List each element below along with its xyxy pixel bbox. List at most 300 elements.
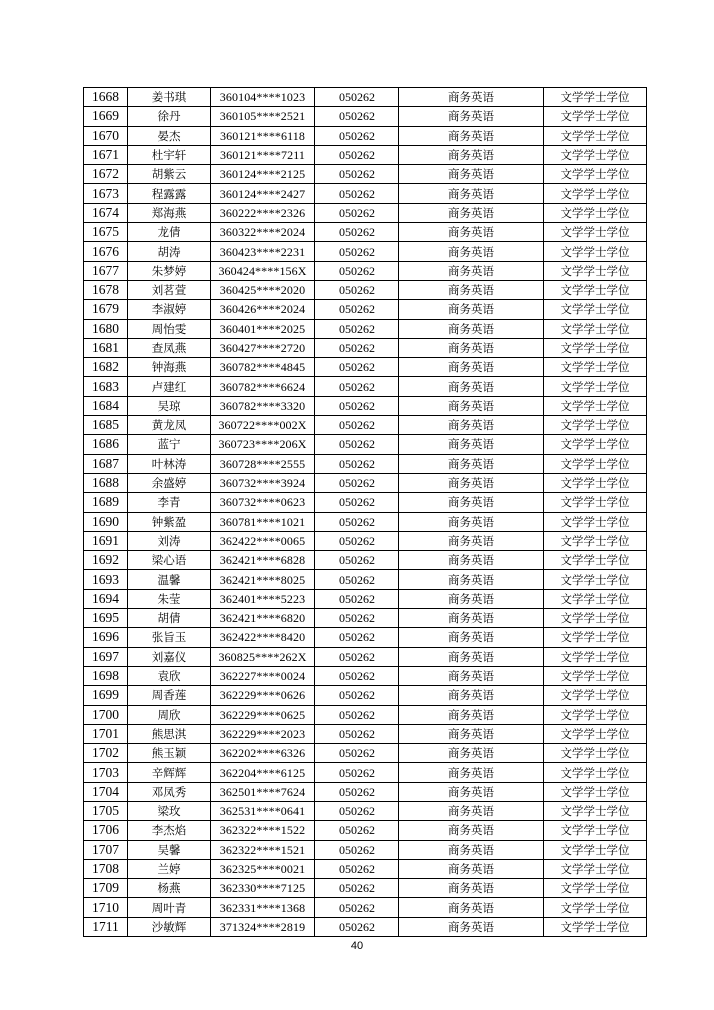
id-number-cell: 360121****7211	[211, 145, 315, 164]
serial-number-cell: 1691	[84, 531, 128, 550]
major-name-cell: 商务英语	[399, 300, 544, 319]
id-number-cell: 360423****2231	[211, 242, 315, 261]
degree-cell: 文学学士学位	[544, 705, 647, 724]
serial-number-cell: 1671	[84, 145, 128, 164]
serial-number-cell: 1703	[84, 763, 128, 782]
major-code-cell: 050262	[315, 821, 399, 840]
table-row	[84, 570, 647, 589]
major-code-cell: 050262	[315, 782, 399, 801]
degree-cell: 文学学士学位	[544, 628, 647, 647]
id-number-cell: 360732****3924	[211, 473, 315, 492]
major-name-cell: 商务英语	[399, 223, 544, 242]
major-code-cell: 050262	[315, 223, 399, 242]
serial-number-cell: 1701	[84, 724, 128, 743]
table-row	[84, 300, 647, 319]
table-row	[84, 801, 647, 820]
name-cell: 杨燕	[128, 879, 211, 898]
table-row	[84, 531, 647, 550]
id-number-cell: 360782****4845	[211, 358, 315, 377]
major-code-cell: 050262	[315, 705, 399, 724]
major-code-cell: 050262	[315, 203, 399, 222]
name-cell: 张旨玉	[128, 628, 211, 647]
major-code-cell: 050262	[315, 493, 399, 512]
degree-cell: 文学学士学位	[544, 821, 647, 840]
degree-cell: 文学学士学位	[544, 724, 647, 743]
major-name-cell: 商务英语	[399, 859, 544, 878]
id-number-cell: 362229****0626	[211, 686, 315, 705]
name-cell: 熊玉颖	[128, 744, 211, 763]
id-number-cell: 360322****2024	[211, 223, 315, 242]
id-number-cell: 362322****1522	[211, 821, 315, 840]
degree-cell: 文学学士学位	[544, 88, 647, 107]
degree-cell: 文学学士学位	[544, 416, 647, 435]
major-code-cell: 050262	[315, 859, 399, 878]
degree-cell: 文学学士学位	[544, 203, 647, 222]
id-number-cell: 360782****6624	[211, 377, 315, 396]
name-cell: 熊思淇	[128, 724, 211, 743]
degree-cell: 文学学士学位	[544, 377, 647, 396]
major-name-cell: 商务英语	[399, 589, 544, 608]
major-code-cell: 050262	[315, 724, 399, 743]
name-cell: 卢建红	[128, 377, 211, 396]
major-code-cell: 050262	[315, 454, 399, 473]
id-number-cell: 362322****1521	[211, 840, 315, 859]
name-cell: 周怡雯	[128, 319, 211, 338]
major-name-cell: 商务英语	[399, 242, 544, 261]
table-row	[84, 686, 647, 705]
table-row	[84, 435, 647, 454]
major-code-cell: 050262	[315, 300, 399, 319]
id-number-cell: 360105****2521	[211, 107, 315, 126]
serial-number-cell: 1693	[84, 570, 128, 589]
degree-cell: 文学学士学位	[544, 686, 647, 705]
serial-number-cell: 1677	[84, 261, 128, 280]
name-cell: 刘嘉仪	[128, 647, 211, 666]
id-number-cell: 360121****6118	[211, 126, 315, 145]
major-code-cell: 050262	[315, 686, 399, 705]
major-code-cell: 050262	[315, 628, 399, 647]
id-number-cell: 362422****8420	[211, 628, 315, 647]
major-code-cell: 050262	[315, 126, 399, 145]
table-row	[84, 358, 647, 377]
id-number-cell: 362229****2023	[211, 724, 315, 743]
serial-number-cell: 1702	[84, 744, 128, 763]
name-cell: 梁心语	[128, 551, 211, 570]
major-name-cell: 商务英语	[399, 107, 544, 126]
serial-number-cell: 1700	[84, 705, 128, 724]
name-cell: 李杰焰	[128, 821, 211, 840]
major-code-cell: 050262	[315, 609, 399, 628]
table-row	[84, 782, 647, 801]
name-cell: 叶林涛	[128, 454, 211, 473]
table-row	[84, 165, 647, 184]
name-cell: 徐丹	[128, 107, 211, 126]
table-row	[84, 493, 647, 512]
table-row	[84, 917, 647, 936]
serial-number-cell: 1697	[84, 647, 128, 666]
degree-cell: 文学学士学位	[544, 801, 647, 820]
major-name-cell: 商务英语	[399, 917, 544, 936]
serial-number-cell: 1675	[84, 223, 128, 242]
major-name-cell: 商务英语	[399, 879, 544, 898]
major-code-cell: 050262	[315, 88, 399, 107]
major-code-cell: 050262	[315, 763, 399, 782]
degree-table	[83, 87, 647, 937]
table-row	[84, 879, 647, 898]
table-row	[84, 319, 647, 338]
degree-cell: 文学学士学位	[544, 647, 647, 666]
serial-number-cell: 1681	[84, 338, 128, 357]
serial-number-cell: 1670	[84, 126, 128, 145]
degree-cell: 文学学士学位	[544, 454, 647, 473]
id-number-cell: 362501****7624	[211, 782, 315, 801]
id-number-cell: 362401****5223	[211, 589, 315, 608]
degree-cell: 文学学士学位	[544, 242, 647, 261]
table-row	[84, 338, 647, 357]
table-row	[84, 821, 647, 840]
serial-number-cell: 1707	[84, 840, 128, 859]
major-name-cell: 商务英语	[399, 261, 544, 280]
degree-cell: 文学学士学位	[544, 917, 647, 936]
id-number-cell: 360425****2020	[211, 280, 315, 299]
major-name-cell: 商务英语	[399, 319, 544, 338]
page-number: 40	[350, 940, 364, 952]
name-cell: 周叶青	[128, 898, 211, 917]
major-name-cell: 商务英语	[399, 705, 544, 724]
serial-number-cell: 1709	[84, 879, 128, 898]
table-row	[84, 551, 647, 570]
id-number-cell: 360124****2125	[211, 165, 315, 184]
name-cell: 钟海燕	[128, 358, 211, 377]
name-cell: 温馨	[128, 570, 211, 589]
id-number-cell: 371324****2819	[211, 917, 315, 936]
degree-cell: 文学学士学位	[544, 609, 647, 628]
table-row	[84, 724, 647, 743]
id-number-cell: 360424****156X	[211, 261, 315, 280]
name-cell: 刘涛	[128, 531, 211, 550]
major-code-cell: 050262	[315, 898, 399, 917]
major-name-cell: 商务英语	[399, 531, 544, 550]
serial-number-cell: 1686	[84, 435, 128, 454]
table-row	[84, 840, 647, 859]
major-code-cell: 050262	[315, 647, 399, 666]
serial-number-cell: 1708	[84, 859, 128, 878]
degree-list-sheet	[83, 87, 647, 937]
major-code-cell: 050262	[315, 165, 399, 184]
serial-number-cell: 1683	[84, 377, 128, 396]
name-cell: 钟紫盈	[128, 512, 211, 531]
id-number-cell: 360722****002X	[211, 416, 315, 435]
serial-number-cell: 1705	[84, 801, 128, 820]
major-code-cell: 050262	[315, 377, 399, 396]
name-cell: 吴琼	[128, 396, 211, 415]
serial-number-cell: 1688	[84, 473, 128, 492]
id-number-cell: 362325****0021	[211, 859, 315, 878]
major-name-cell: 商务英语	[399, 454, 544, 473]
id-number-cell: 362422****0065	[211, 531, 315, 550]
table-row	[84, 666, 647, 685]
major-code-cell: 050262	[315, 435, 399, 454]
serial-number-cell: 1692	[84, 551, 128, 570]
major-name-cell: 商务英语	[399, 435, 544, 454]
degree-cell: 文学学士学位	[544, 261, 647, 280]
degree-cell: 文学学士学位	[544, 184, 647, 203]
table-row	[84, 377, 647, 396]
table-row	[84, 184, 647, 203]
major-name-cell: 商务英语	[399, 396, 544, 415]
name-cell: 杜宇轩	[128, 145, 211, 164]
major-name-cell: 商务英语	[399, 377, 544, 396]
degree-cell: 文学学士学位	[544, 223, 647, 242]
serial-number-cell: 1696	[84, 628, 128, 647]
table-row	[84, 145, 647, 164]
serial-number-cell: 1669	[84, 107, 128, 126]
major-name-cell: 商务英语	[399, 821, 544, 840]
table-row	[84, 473, 647, 492]
id-number-cell: 362202****6326	[211, 744, 315, 763]
serial-number-cell: 1680	[84, 319, 128, 338]
name-cell: 龙倩	[128, 223, 211, 242]
table-row	[84, 512, 647, 531]
name-cell: 周欣	[128, 705, 211, 724]
id-number-cell: 362531****0641	[211, 801, 315, 820]
major-name-cell: 商务英语	[399, 840, 544, 859]
major-code-cell: 050262	[315, 879, 399, 898]
serial-number-cell: 1673	[84, 184, 128, 203]
id-number-cell: 362421****6820	[211, 609, 315, 628]
major-name-cell: 商务英语	[399, 184, 544, 203]
id-number-cell: 362421****8025	[211, 570, 315, 589]
table-row	[84, 454, 647, 473]
table-row	[84, 609, 647, 628]
serial-number-cell: 1699	[84, 686, 128, 705]
major-name-cell: 商务英语	[399, 358, 544, 377]
major-code-cell: 050262	[315, 801, 399, 820]
degree-cell: 文学学士学位	[544, 879, 647, 898]
degree-cell: 文学学士学位	[544, 666, 647, 685]
id-number-cell: 360104****1023	[211, 88, 315, 107]
degree-cell: 文学学士学位	[544, 840, 647, 859]
major-name-cell: 商务英语	[399, 763, 544, 782]
serial-number-cell: 1689	[84, 493, 128, 512]
degree-cell: 文学学士学位	[544, 512, 647, 531]
major-code-cell: 050262	[315, 917, 399, 936]
major-code-cell: 050262	[315, 512, 399, 531]
degree-cell: 文学学士学位	[544, 763, 647, 782]
id-number-cell: 362204****6125	[211, 763, 315, 782]
major-name-cell: 商务英语	[399, 165, 544, 184]
major-code-cell: 050262	[315, 338, 399, 357]
table-row	[84, 242, 647, 261]
table-row	[84, 744, 647, 763]
major-name-cell: 商务英语	[399, 744, 544, 763]
major-code-cell: 050262	[315, 242, 399, 261]
name-cell: 邓凤秀	[128, 782, 211, 801]
major-name-cell: 商务英语	[399, 724, 544, 743]
table-row	[84, 705, 647, 724]
table-row	[84, 396, 647, 415]
serial-number-cell: 1698	[84, 666, 128, 685]
name-cell: 晏杰	[128, 126, 211, 145]
degree-cell: 文学学士学位	[544, 473, 647, 492]
id-number-cell: 362229****0625	[211, 705, 315, 724]
degree-cell: 文学学士学位	[544, 126, 647, 145]
name-cell: 袁欣	[128, 666, 211, 685]
name-cell: 胡紫云	[128, 165, 211, 184]
table-row	[84, 261, 647, 280]
table-row	[84, 763, 647, 782]
table-row	[84, 88, 647, 107]
id-number-cell: 362421****6828	[211, 551, 315, 570]
major-code-cell: 050262	[315, 319, 399, 338]
degree-cell: 文学学士学位	[544, 300, 647, 319]
serial-number-cell: 1711	[84, 917, 128, 936]
id-number-cell: 360426****2024	[211, 300, 315, 319]
name-cell: 刘茗萱	[128, 280, 211, 299]
degree-table-body	[84, 88, 647, 937]
major-code-cell: 050262	[315, 840, 399, 859]
table-row	[84, 416, 647, 435]
name-cell: 余盛婷	[128, 473, 211, 492]
name-cell: 吴馨	[128, 840, 211, 859]
id-number-cell: 362331****1368	[211, 898, 315, 917]
major-name-cell: 商务英语	[399, 493, 544, 512]
table-row	[84, 126, 647, 145]
major-code-cell: 050262	[315, 280, 399, 299]
name-cell: 周香莲	[128, 686, 211, 705]
serial-number-cell: 1676	[84, 242, 128, 261]
table-row	[84, 203, 647, 222]
id-number-cell: 360222****2326	[211, 203, 315, 222]
table-row	[84, 107, 647, 126]
major-code-cell: 050262	[315, 184, 399, 203]
serial-number-cell: 1710	[84, 898, 128, 917]
major-name-cell: 商务英语	[399, 570, 544, 589]
serial-number-cell: 1679	[84, 300, 128, 319]
major-code-cell: 050262	[315, 396, 399, 415]
major-name-cell: 商务英语	[399, 88, 544, 107]
name-cell: 黄龙凤	[128, 416, 211, 435]
major-name-cell: 商务英语	[399, 512, 544, 531]
degree-cell: 文学学士学位	[544, 782, 647, 801]
name-cell: 胡涛	[128, 242, 211, 261]
major-code-cell: 050262	[315, 589, 399, 608]
serial-number-cell: 1672	[84, 165, 128, 184]
degree-cell: 文学学士学位	[544, 107, 647, 126]
major-name-cell: 商务英语	[399, 666, 544, 685]
major-name-cell: 商务英语	[399, 473, 544, 492]
serial-number-cell: 1674	[84, 203, 128, 222]
table-row	[84, 628, 647, 647]
table-row	[84, 898, 647, 917]
table-row	[84, 647, 647, 666]
id-number-cell: 362227****0024	[211, 666, 315, 685]
table-row	[84, 223, 647, 242]
major-name-cell: 商务英语	[399, 416, 544, 435]
serial-number-cell: 1668	[84, 88, 128, 107]
serial-number-cell: 1704	[84, 782, 128, 801]
name-cell: 李淑婷	[128, 300, 211, 319]
major-name-cell: 商务英语	[399, 145, 544, 164]
major-code-cell: 050262	[315, 416, 399, 435]
table-row	[84, 280, 647, 299]
major-code-cell: 050262	[315, 261, 399, 280]
degree-cell: 文学学士学位	[544, 898, 647, 917]
name-cell: 姜书琪	[128, 88, 211, 107]
major-name-cell: 商务英语	[399, 280, 544, 299]
id-number-cell: 360723****206X	[211, 435, 315, 454]
name-cell: 胡倩	[128, 609, 211, 628]
id-number-cell: 360781****1021	[211, 512, 315, 531]
degree-cell: 文学学士学位	[544, 396, 647, 415]
name-cell: 朱莹	[128, 589, 211, 608]
id-number-cell: 360124****2427	[211, 184, 315, 203]
serial-number-cell: 1687	[84, 454, 128, 473]
major-code-cell: 050262	[315, 570, 399, 589]
id-number-cell: 362330****7125	[211, 879, 315, 898]
serial-number-cell: 1694	[84, 589, 128, 608]
degree-cell: 文学学士学位	[544, 493, 647, 512]
major-name-cell: 商务英语	[399, 647, 544, 666]
degree-cell: 文学学士学位	[544, 165, 647, 184]
id-number-cell: 360728****2555	[211, 454, 315, 473]
degree-cell: 文学学士学位	[544, 551, 647, 570]
major-code-cell: 050262	[315, 473, 399, 492]
major-code-cell: 050262	[315, 107, 399, 126]
major-name-cell: 商务英语	[399, 609, 544, 628]
degree-cell: 文学学士学位	[544, 859, 647, 878]
serial-number-cell: 1684	[84, 396, 128, 415]
major-name-cell: 商务英语	[399, 898, 544, 917]
serial-number-cell: 1685	[84, 416, 128, 435]
degree-cell: 文学学士学位	[544, 531, 647, 550]
major-name-cell: 商务英语	[399, 551, 544, 570]
serial-number-cell: 1690	[84, 512, 128, 531]
id-number-cell: 360782****3320	[211, 396, 315, 415]
name-cell: 李青	[128, 493, 211, 512]
major-name-cell: 商务英语	[399, 782, 544, 801]
name-cell: 兰婷	[128, 859, 211, 878]
major-code-cell: 050262	[315, 358, 399, 377]
serial-number-cell: 1682	[84, 358, 128, 377]
serial-number-cell: 1695	[84, 609, 128, 628]
name-cell: 查凤燕	[128, 338, 211, 357]
degree-cell: 文学学士学位	[544, 744, 647, 763]
degree-cell: 文学学士学位	[544, 280, 647, 299]
degree-cell: 文学学士学位	[544, 319, 647, 338]
major-name-cell: 商务英语	[399, 628, 544, 647]
major-code-cell: 050262	[315, 551, 399, 570]
major-name-cell: 商务英语	[399, 686, 544, 705]
id-number-cell: 360732****0623	[211, 493, 315, 512]
major-code-cell: 050262	[315, 666, 399, 685]
major-name-cell: 商务英语	[399, 338, 544, 357]
name-cell: 郑海燕	[128, 203, 211, 222]
name-cell: 沙敏辉	[128, 917, 211, 936]
table-row	[84, 859, 647, 878]
major-name-cell: 商务英语	[399, 203, 544, 222]
degree-cell: 文学学士学位	[544, 570, 647, 589]
name-cell: 辛辉辉	[128, 763, 211, 782]
id-number-cell: 360427****2720	[211, 338, 315, 357]
id-number-cell: 360401****2025	[211, 319, 315, 338]
degree-cell: 文学学士学位	[544, 589, 647, 608]
major-name-cell: 商务英语	[399, 126, 544, 145]
serial-number-cell: 1706	[84, 821, 128, 840]
major-code-cell: 050262	[315, 744, 399, 763]
table-row	[84, 589, 647, 608]
major-code-cell: 050262	[315, 531, 399, 550]
